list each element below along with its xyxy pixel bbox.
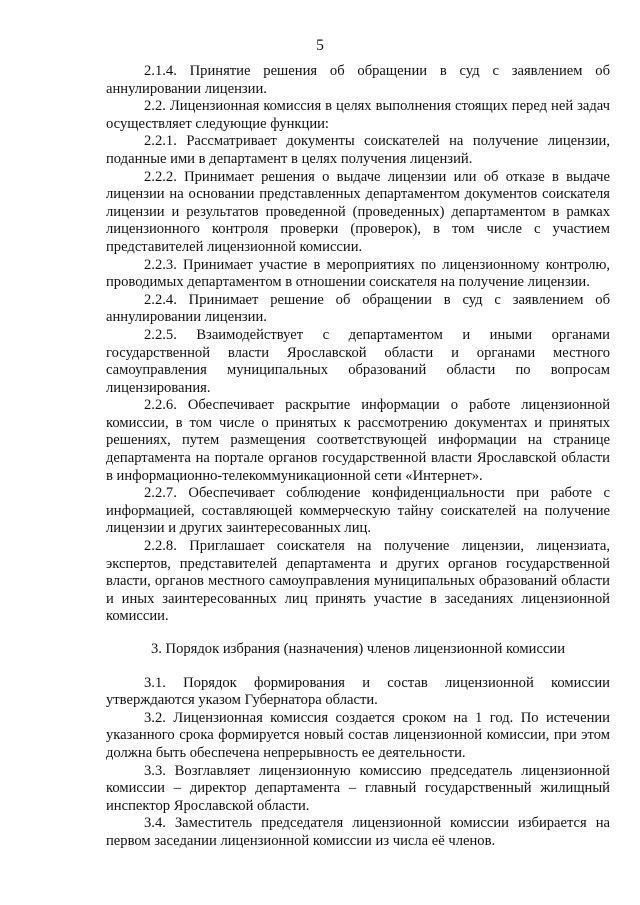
- paragraph-2-2: 2.2. Лицензионная комиссия в целях выполнения стоящих перед ней задач осуществляет следующие функции:: [106, 98, 610, 132]
- page-number: 5: [316, 37, 324, 54]
- paragraph-3-1: 3.1. Порядок формирования и состав лицензионной комиссии утверждаются указом Губернатора области.: [106, 674, 610, 709]
- paragraph-2-2-3: 2.2.3. Принимает участие в мероприятиях по лицензионному контролю, проводимых департаментом в отношении соискателя на получение лицензии.: [106, 256, 610, 291]
- paragraph-2-2-1: 2.2.1. Рассматривает документы соискателей на получение лицензии, поданные ими в департамент в целях получения лицензий.: [106, 133, 610, 167]
- paragraph-2-2-4: 2.2.4. Принимает решение об обращении в суд с заявлением об аннулировании лицензии.: [106, 291, 610, 326]
- paragraph-3-2: 3.2. Лицензионная комиссия создается сроком на 1 год. По истечении указанного срока формируется новый состав лицензионной комиссии, при этом должна быть обеспечена непрерывность ее деятельности.: [106, 709, 610, 761]
- paragraph-2-2-2: 2.2.2. Принимает решения о выдаче лицензии или об отказе в выдаче лицензии на основании представленных департаментом документов соискателя лицензии и результатов проведенной (проведенных) департаментом в рамках лицензионного контроля проверки (проверок), в том числе с участием представителей лицензионной комиссии.: [106, 168, 610, 255]
- paragraph-2-2-7: 2.2.7. Обеспечивает соблюдение конфиденциальности при работе с информацией, составляющей коммерческую тайну соискателей на получение лицензии и других заинтересованных лиц.: [106, 485, 610, 537]
- paragraph-2-2-5: 2.2.5. Взаимодействует с департаментом и иными органами государственной власти Ярославской области и органами местного самоуправления муниципальных образований области по вопросам лицензирования.: [106, 326, 610, 396]
- paragraph-2-1-4: 2.1.4. Принятие решения об обращении в суд с заявлением об аннулировании лицензии.: [106, 63, 610, 97]
- document-body: [106, 63, 610, 851]
- paragraph-3-4: 3.4. Заместитель председателя лицензионной комиссии избирается на первом заседании лицензионной комиссии из числа её членов.: [106, 815, 610, 849]
- paragraph-3-3: 3.3. Возглавляет лицензионную комиссию председатель лицензионной комиссии – директор департамента – главный государственный жилищный инспектор Ярославской области.: [106, 762, 610, 814]
- paragraph-2-2-8: 2.2.8. Приглашает соискателя на получение лицензии, лицензиата, экспертов, представителей департамента и других органов государственной власти, органов местного самоуправления муниципальных образований области и иных заинтересованных лиц принять участие в заседаниях лицензионной комиссии.: [106, 538, 610, 625]
- paragraph-2-2-6: 2.2.6. Обеспечивает раскрытие информации о работе лицензионной комиссии, в том числе о принятых к рассмотрению документах и принятых решениях, путем размещения соответствующей информации на странице департамента на портале органов государственной власти Ярославской области в информационно-телекоммуникационной сети «Интернет».: [106, 397, 610, 484]
- section-heading: 3. Порядок избрания (назначения) членов лицензионной комиссии: [150, 641, 566, 657]
